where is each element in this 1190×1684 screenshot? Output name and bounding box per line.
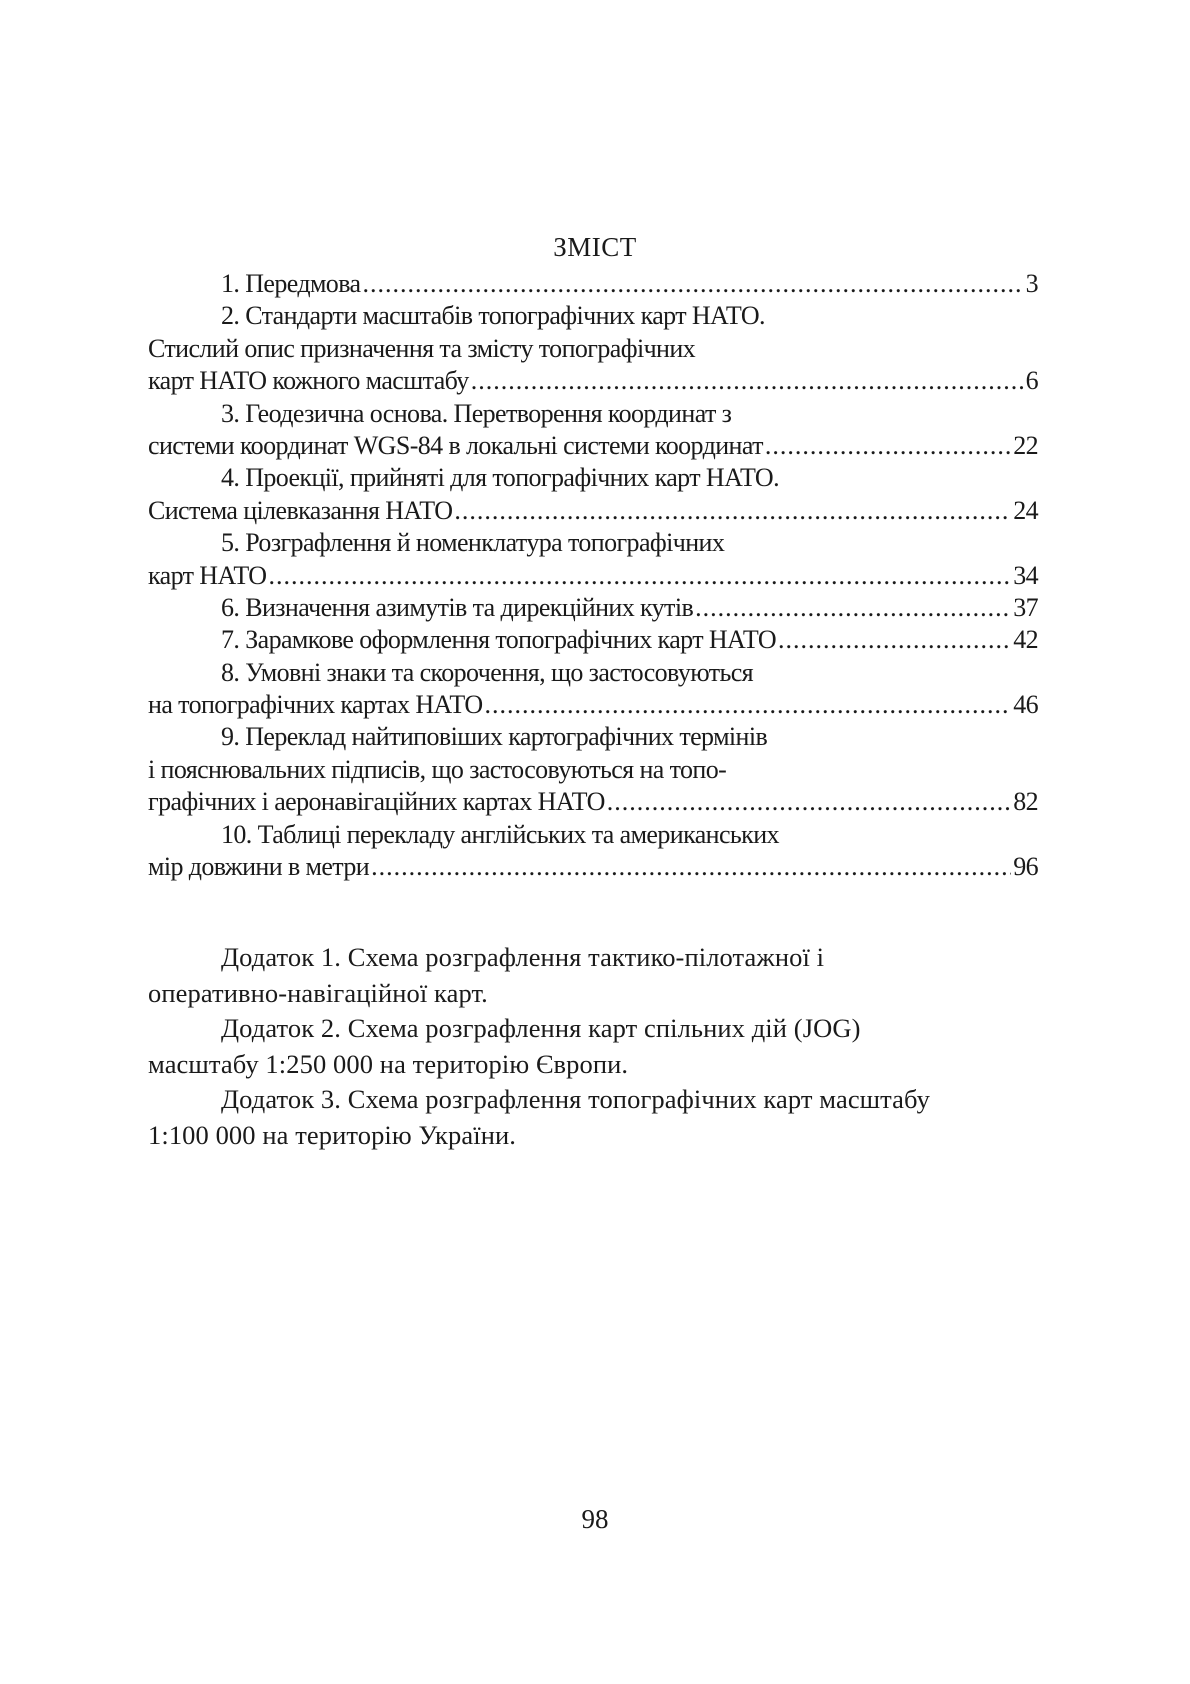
toc-line <box>148 398 1038 430</box>
toc-page-number: 82 <box>1013 787 1038 817</box>
toc-entry-text: 1. Передмова <box>221 269 361 298</box>
toc-line <box>148 430 1038 462</box>
toc-line <box>148 527 1038 559</box>
toc-line <box>148 268 1038 300</box>
toc-page-number: 37 <box>1013 592 1038 622</box>
table-of-contents <box>148 268 1038 883</box>
toc-line <box>148 721 1038 753</box>
toc-title: ЗМІСТ <box>553 232 637 262</box>
dot-leader <box>471 365 1024 397</box>
toc-line <box>148 365 1038 397</box>
toc-entry-text: 7. Зарамкове оформлення топографічних карт НАТО <box>221 625 777 655</box>
toc-line <box>148 689 1038 721</box>
toc-entry-text: 8. Умовні знаки та скорочення, що застосовуються <box>221 657 754 687</box>
dot-leader <box>268 560 1011 592</box>
toc-page-number: 96 <box>1013 852 1038 882</box>
dot-leader <box>765 430 1011 462</box>
dot-leader <box>695 592 1011 624</box>
dot-leader <box>362 268 1023 300</box>
dot-leader <box>607 786 1011 818</box>
dot-leader <box>778 624 1011 656</box>
toc-entry-text: на топографічних картах НАТО <box>148 690 483 720</box>
toc-entry-text: 6. Визначення азимутів та дирекційних кутів <box>221 592 694 622</box>
dot-leader <box>454 495 1011 527</box>
toc-line <box>148 560 1038 592</box>
toc-entry-text: 3. Геодезична основа. Перетворення координат з <box>221 398 732 428</box>
toc-line <box>148 624 1038 656</box>
toc-line <box>148 786 1038 818</box>
toc-entry-text: 4. Проекції, прийняті для топографічних карт НАТО. <box>221 463 779 493</box>
toc-entry-text: 5. Розграфлення й номенклатура топографічних <box>221 528 725 558</box>
toc-line <box>148 592 1038 624</box>
toc-page-number: 42 <box>1013 625 1038 655</box>
page-number: 98 <box>581 1504 609 1534</box>
appendix-line: оперативно-навігаційної карт. <box>148 977 488 1008</box>
toc-entry-text: системи координат WGS-84 в локальні системи координат <box>148 430 763 460</box>
toc-entry-text: 10. Таблиці перекладу англійських та американських <box>221 819 779 849</box>
toc-entry-text: графічних і аеронавігаційних картах НАТО <box>148 787 605 817</box>
toc-entry-text: мір довжини в метри <box>148 852 370 882</box>
appendix-line: Додаток 3. Схема розграфлення топографічних карт масштабу <box>221 1084 930 1114</box>
toc-page-number: 34 <box>1013 560 1038 590</box>
toc-entry-text: 2. Стандарти масштабів топографічних карт НАТО. <box>221 301 765 331</box>
toc-page-number: 6 <box>1025 366 1038 396</box>
toc-entry-text: карт НАТО <box>148 560 267 590</box>
toc-line <box>148 851 1038 883</box>
appendix-line: масштабу 1:250 000 на територію Європи. <box>148 1048 629 1079</box>
toc-page-number: 3 <box>1025 269 1038 298</box>
toc-entry-text: карт НАТО кожного масштабу <box>148 366 469 396</box>
toc-entry-text: 9. Переклад найтиповіших картографічних термінів <box>221 722 768 752</box>
dot-leader <box>371 851 1011 883</box>
toc-line <box>148 462 1038 494</box>
toc-page-number: 22 <box>1013 430 1038 460</box>
toc-page-number: 24 <box>1013 495 1038 525</box>
appendix-line: 1:100 000 на територію України. <box>148 1119 516 1150</box>
toc-line <box>148 495 1038 527</box>
appendix-list <box>148 940 1038 1153</box>
appendix-line: Додаток 2. Схема розграфлення карт спільних дій (JOG) <box>221 1013 861 1043</box>
appendix-line: Додаток 1. Схема розграфлення тактико-пілотажної і <box>221 942 825 972</box>
toc-line <box>148 300 1038 332</box>
toc-line <box>148 819 1038 851</box>
dot-leader <box>485 689 1012 721</box>
toc-page-number: 46 <box>1013 690 1038 720</box>
toc-line <box>148 333 1038 365</box>
toc-line <box>148 754 1038 786</box>
toc-line <box>148 657 1038 689</box>
toc-entry-text: Система цілевказання НАТО <box>148 495 453 525</box>
toc-entry-text: і пояснювальних підписів, що застосовуються на топо- <box>148 754 727 784</box>
toc-entry-text: Стислий опис призначення та змісту топографічних <box>148 333 696 363</box>
